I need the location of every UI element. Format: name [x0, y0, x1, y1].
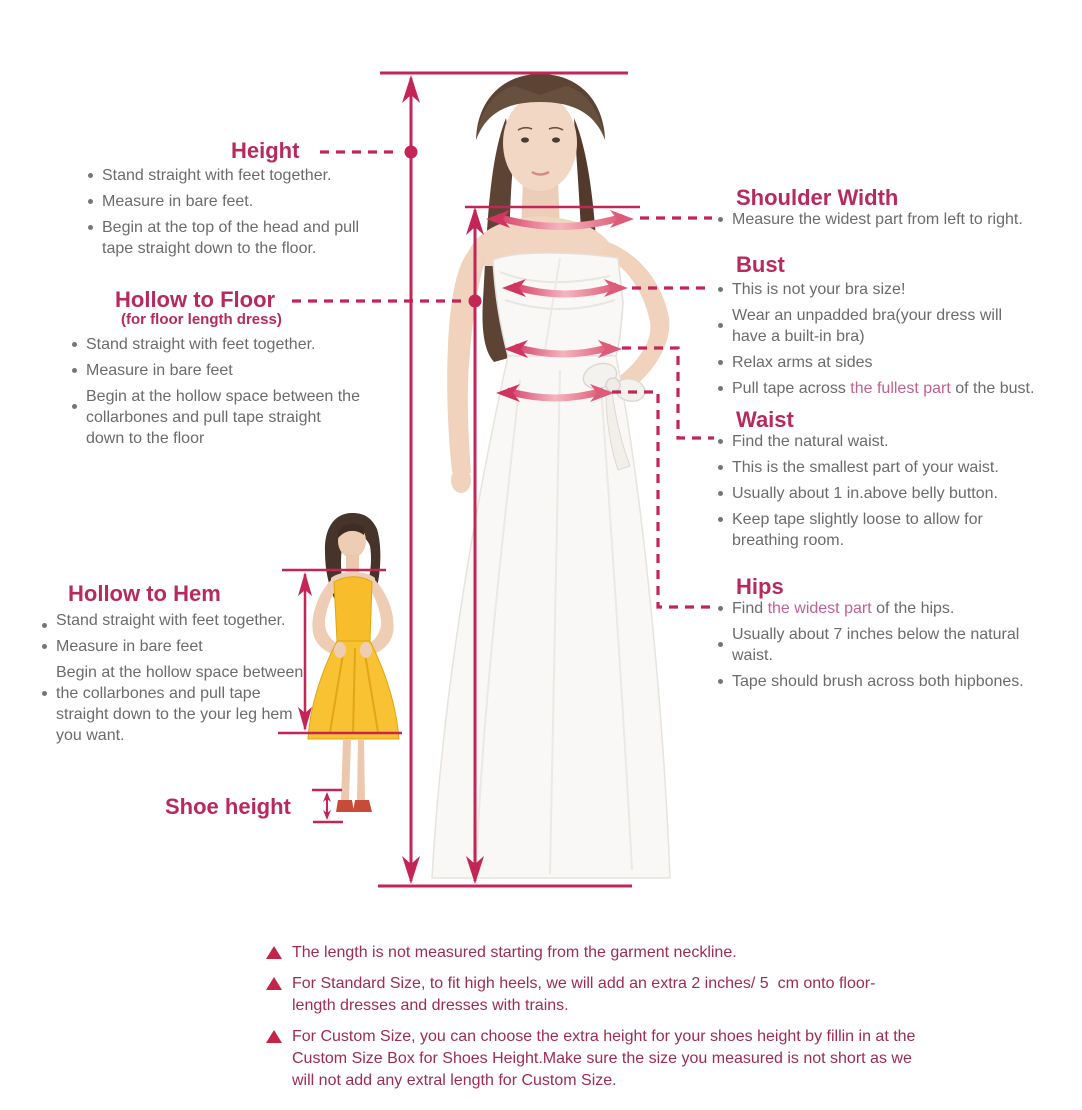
bullet-icon [42, 644, 47, 649]
note-item: For Custom Size, you can choose the extra height for your shoes height by fillin in at the Custom Size Box for Shoes Height.Make sure the size you measured is not short as we will not add any extral length for Custom Size. [266, 1026, 916, 1092]
sizing-notes [266, 942, 920, 1101]
bullet-icon [718, 323, 723, 328]
list-item: Stand straight with feet together. [88, 165, 368, 186]
bullet-icon [718, 606, 723, 611]
list-item: Pull tape across the fullest part of the bust. [718, 378, 1040, 399]
list-item: Wear an unpadded bra(your dress will have a built-in bra) [718, 305, 1040, 347]
model-floor-length-dress [432, 74, 670, 878]
shoulder-width-title: Shoulder Width [736, 185, 899, 210]
bullet-icon [718, 517, 723, 522]
model-knee-length-dress [308, 513, 399, 812]
bullet-icon [718, 439, 723, 444]
list-item: Begin at the hollow space between the collarbones and pull tape straight down to the floor [72, 386, 362, 449]
hollow-to-floor-instructions [72, 334, 365, 454]
list-item: Measure in bare feet [42, 636, 314, 657]
bullet-icon [72, 404, 77, 409]
list-item: Find the natural waist. [718, 431, 1034, 452]
hollow-to-floor-title: Hollow to Floor [115, 287, 276, 312]
warning-triangle-icon [266, 946, 282, 959]
list-item: Keep tape slightly loose to allow for breathing room. [718, 509, 1034, 551]
list-item: Tape should brush across both hipbones. [718, 671, 1048, 692]
list-item: This is not your bra size! [718, 279, 1040, 300]
bullet-icon [718, 386, 723, 391]
list-item: Measure in bare feet. [88, 191, 368, 212]
bullet-icon [72, 342, 77, 347]
list-item: Usually about 1 in.above belly button. [718, 483, 1034, 504]
shoe-height-title: Shoe height [165, 794, 291, 819]
bullet-icon [72, 368, 77, 373]
hollow-to-hem-title: Hollow to Hem [68, 581, 221, 606]
emphasized-text: the fullest part [850, 380, 951, 397]
note-item: The length is not measured starting from the garment neckline. [266, 942, 916, 964]
bullet-icon [42, 691, 47, 696]
list-item: This is the smallest part of your waist. [718, 457, 1034, 478]
height-title: Height [231, 138, 300, 163]
emphasized-text: the widest part [767, 600, 872, 617]
list-item: Begin at the top of the head and pull tape straight down to the floor. [88, 217, 368, 259]
bust-instructions [718, 279, 1040, 404]
hips-title: Hips [736, 574, 784, 599]
bust-title: Bust [736, 252, 785, 277]
note-item: For Standard Size, to fit high heels, we will add an extra 2 inches/ 5 cm onto floor-length dresses and dresses with trains. [266, 973, 916, 1017]
list-item: Stand straight with feet together. [72, 334, 362, 355]
bullet-icon [88, 173, 93, 178]
list-item: Measure in bare feet [72, 360, 362, 381]
bullet-icon [718, 287, 723, 292]
bullet-icon [718, 360, 723, 365]
waist-title: Waist [736, 407, 794, 432]
list-item: Begin at the hollow space between the collarbones and pull tape straight down to the your leg hem you want. [42, 662, 314, 746]
bullet-icon [718, 217, 723, 222]
bullet-icon [718, 465, 723, 470]
bullet-icon [718, 642, 723, 647]
shoulder-width-instructions [718, 209, 1058, 235]
waist-instructions [718, 431, 1034, 556]
bullet-icon [42, 623, 47, 628]
list-item: Relax arms at sides [718, 352, 1040, 373]
height-instructions [88, 165, 368, 264]
warning-triangle-icon [266, 977, 282, 990]
list-item: Measure the widest part from left to right. [718, 209, 1058, 230]
hollow-to-floor-subtitle: (for floor length dress) [121, 311, 282, 328]
warning-triangle-icon [266, 1030, 282, 1043]
bullet-icon [88, 199, 93, 204]
hollow-to-hem-instructions [42, 610, 314, 751]
list-item: Stand straight with feet together. [42, 610, 314, 631]
list-item: Usually about 7 inches below the natural waist. [718, 624, 1048, 666]
list-item: Find the widest part of the hips. [718, 598, 1048, 619]
bullet-icon [718, 491, 723, 496]
hips-instructions [718, 598, 1048, 697]
bullet-icon [88, 225, 93, 230]
bullet-icon [718, 679, 723, 684]
